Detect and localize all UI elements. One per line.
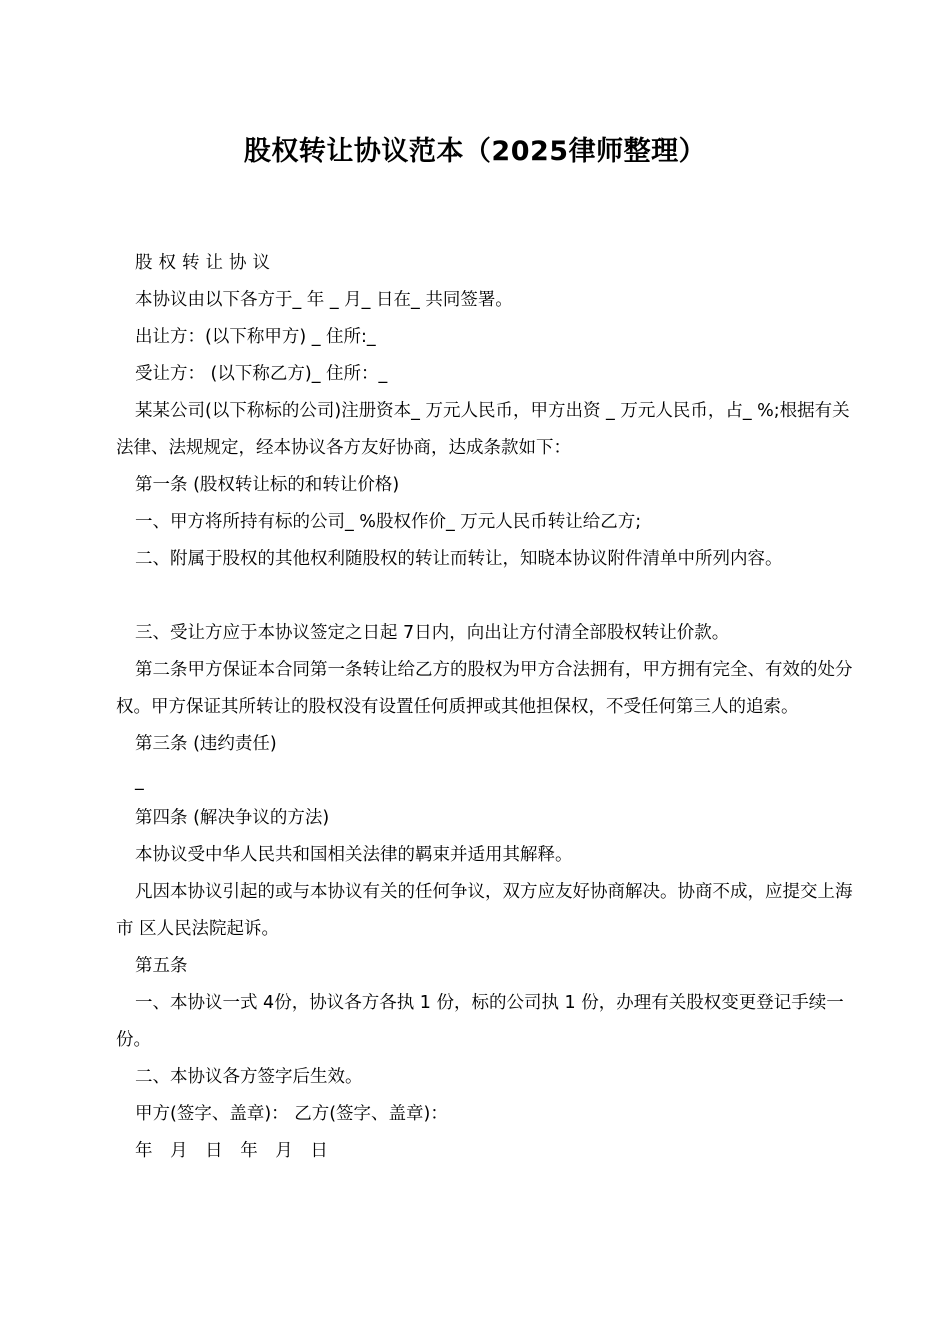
document-body [116,245,856,1170]
transferee-line: 受让方： (以下称乙方)_ 住所：_ [135,364,388,384]
agreement-heading: 股权转让协议 [135,253,276,273]
preamble-paragraph: 某某公司(以下称标的公司)注册资本_ 万元人民币，甲方出资 _ 万元人民币，占_ %;根据有关法律、法规规定，经本协议各方友好协商，达成条款如下： [116,401,850,458]
article-3-heading: 第三条 (违约责任) [135,734,277,754]
article-1-heading: 第一条 (股权转让标的和转让价格) [135,475,400,495]
date-line: 年 月 日 年 月 日 [135,1141,334,1161]
article-1-clause-3: 三、受让方应于本协议签定之日起 7日内，向出让方付清全部股权转让价款。 [135,623,730,643]
signature-line: 甲方(签字、盖章)： 乙方(签字、盖章)： [135,1104,448,1124]
signing-statement: 本协议由以下各方于_ 年 _ 月_ 日在_ 共同签署。 [135,290,513,310]
article-4-dispute-resolution: 凡因本协议引起的或与本协议有关的任何争议，双方应友好协商解决。协商不成，应提交上海市 区人民法院起诉。 [116,882,853,939]
article-4-heading: 第四条 (解决争议的方法) [135,808,330,828]
article-5-heading: 第五条 [135,956,188,976]
article-5-clause-2: 二、本协议各方签字后生效。 [135,1067,363,1087]
article-2-paragraph: 第二条甲方保证本合同第一条转让给乙方的股权为甲方合法拥有，甲方拥有完全、有效的处分权。甲方保证其所转让的股权没有设置任何质押或其他担保权，不受任何第三人的追索。 [116,660,853,717]
article-5-clause-1: 一、本协议一式 4份，协议各方各执 1 份，标的公司执 1 份，办理有关股权变更登记手续一份。 [116,993,844,1050]
document-title: 股权转让协议范本（2025律师整理） [243,136,707,167]
transferor-line: 出让方：(以下称甲方) _ 住所:_ [135,327,376,347]
article-4-governing-law: 本协议受中华人民共和国相关法律的羁束并适用其解释。 [135,845,573,865]
article-1-clause-2: 二、附属于股权的其他权利随股权的转让而转让，知晓本协议附件清单中所列内容。 [135,549,783,569]
article-1-clause-1: 一、甲方将所持有标的公司_ %股权作价_ 万元人民币转让给乙方; [135,512,642,532]
article-3-blank: _ [135,771,144,791]
